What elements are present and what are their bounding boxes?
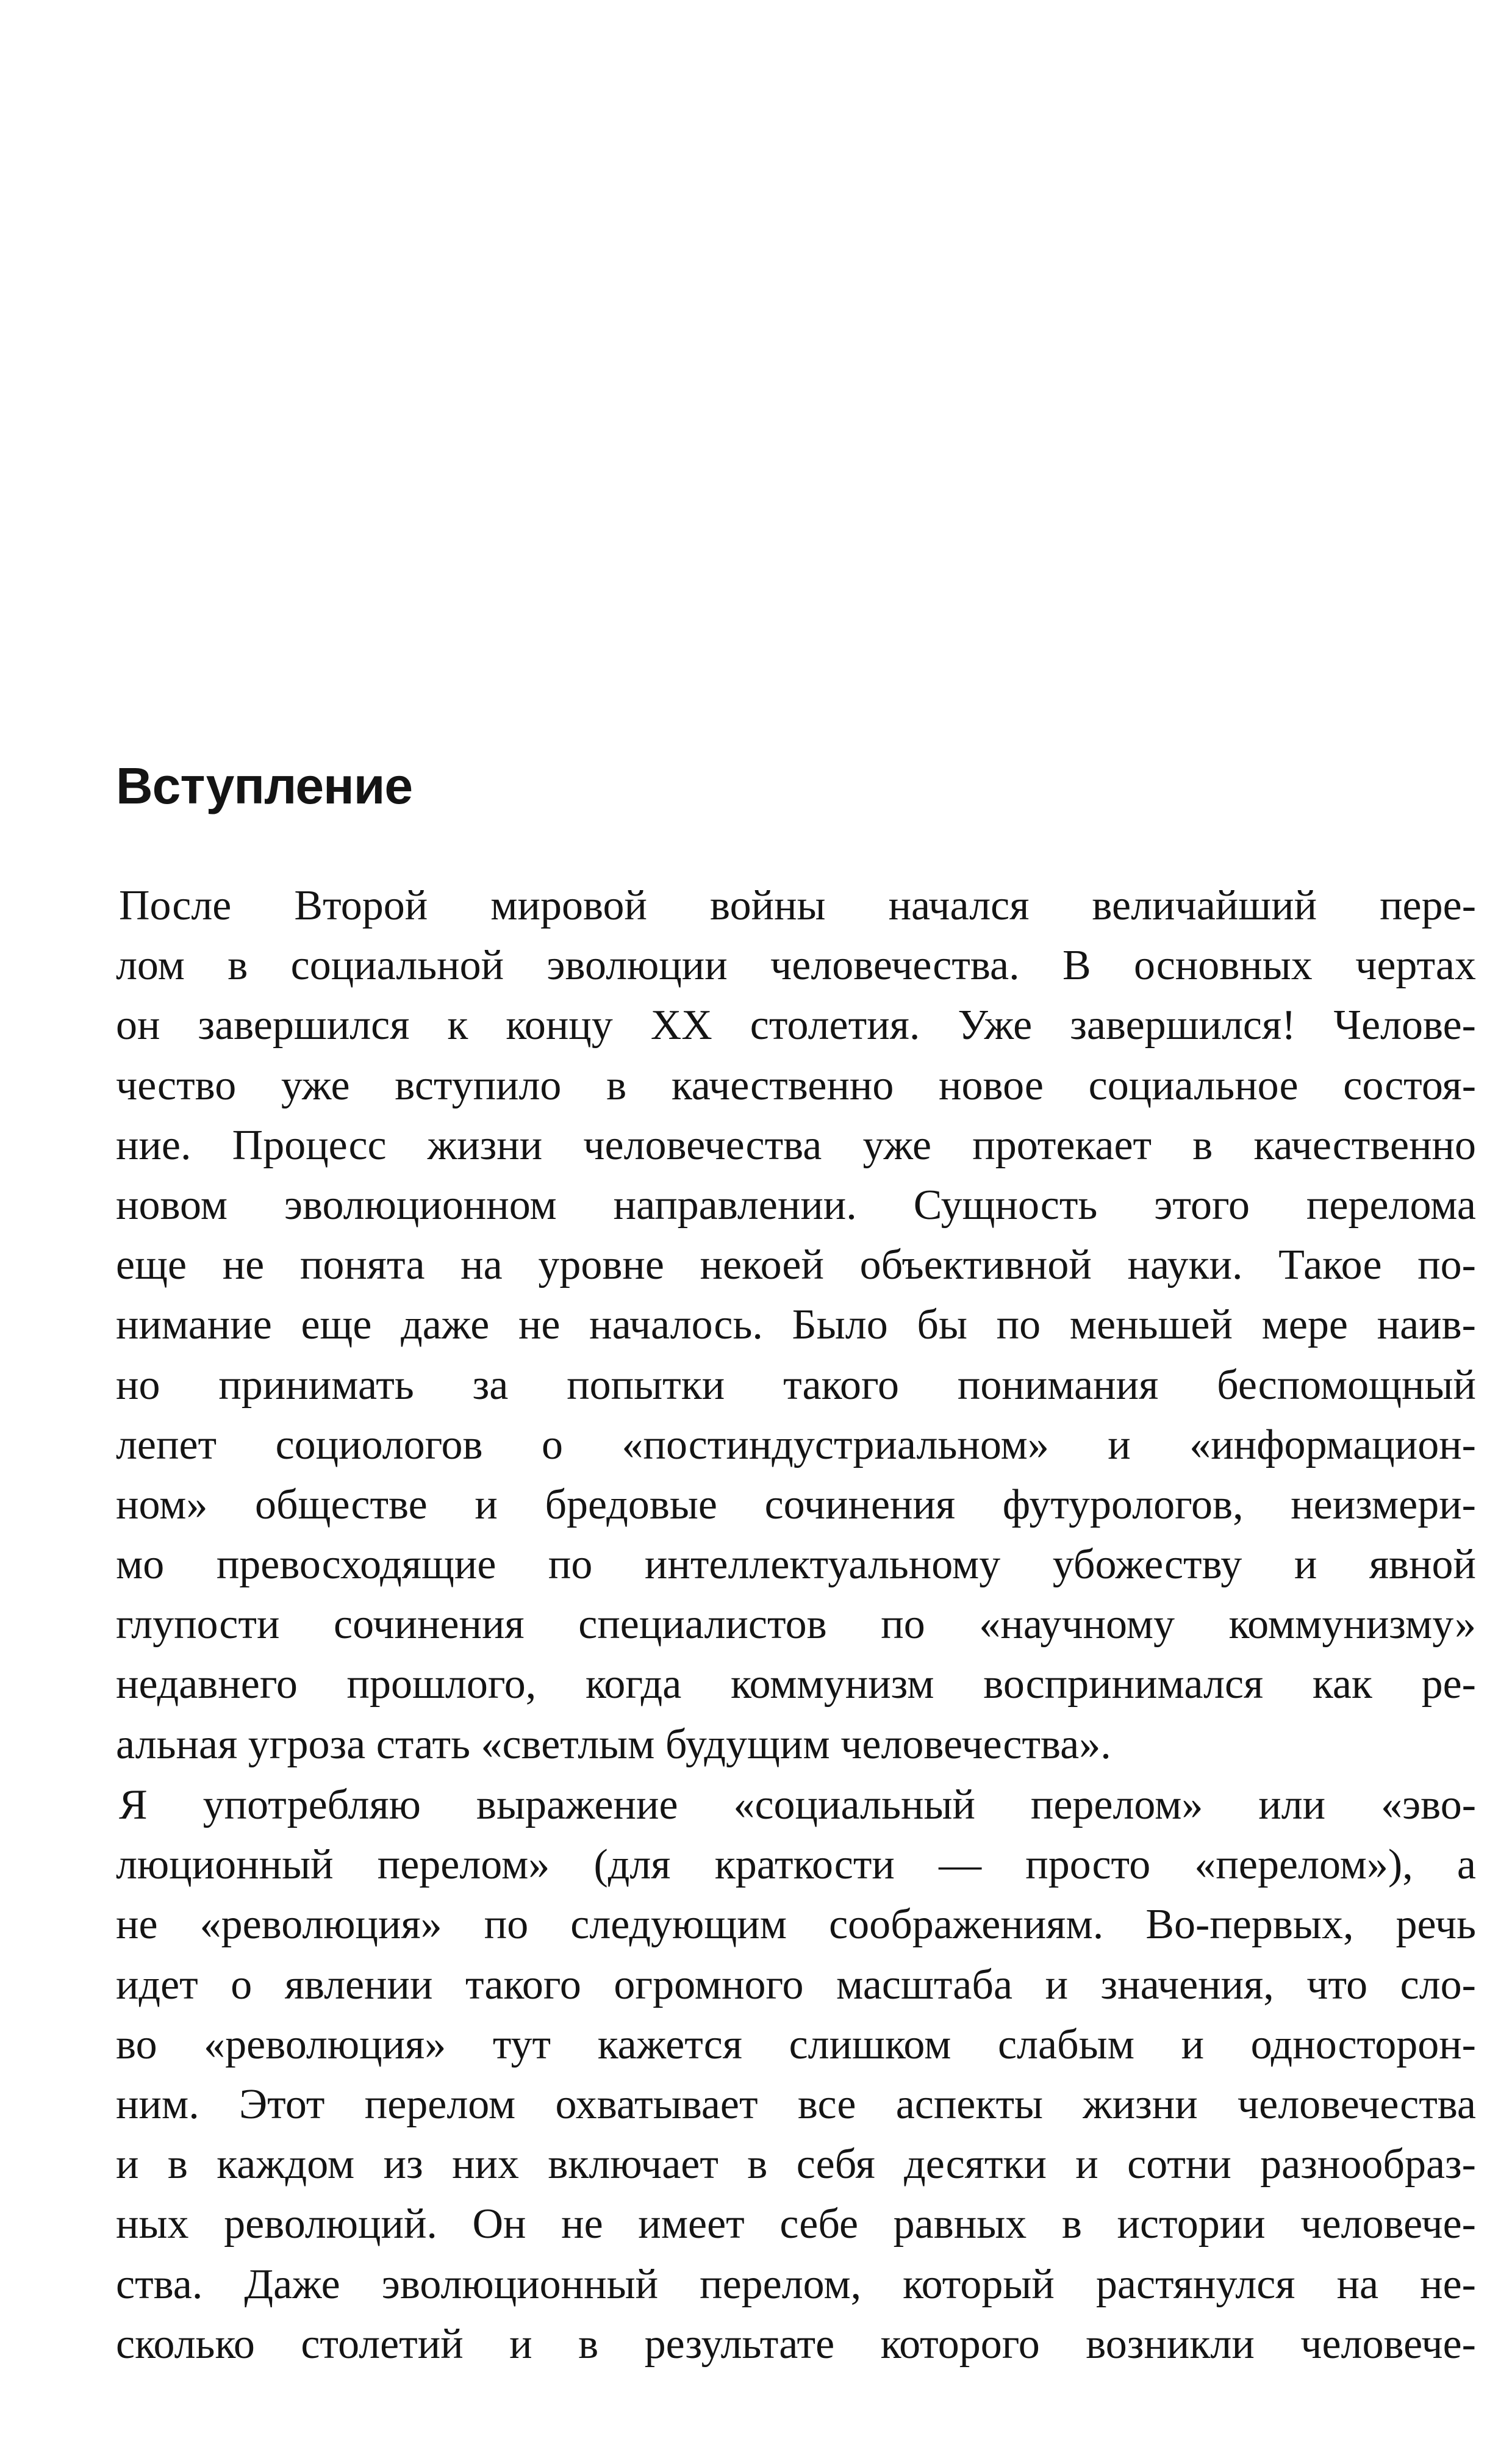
text-line: мо превосходящие по интеллектуальному убожеству и явной [116, 1541, 1476, 1589]
text-line: лепет социологов о «постиндустриальном» и «информацион- [116, 1421, 1476, 1468]
text-line: альная угроза стать «светлым будущим человечества». [116, 1720, 1111, 1768]
text-line: он завершился к концу XX столетия. Уже завершился! Челове- [116, 1002, 1476, 1049]
text-line: и в каждом из них включает в себя десятки и сотни разнообраз- [116, 2141, 1476, 2188]
text-line: глупости сочинения специалистов по «научному коммунизму» [116, 1601, 1476, 1648]
text-line: люционный перелом» (для краткости — просто «перелом»), а [116, 1841, 1476, 1889]
text-line: еще не понята на уровне некоей объективной науки. Такое по- [116, 1242, 1476, 1289]
paragraph-2 [116, 1775, 1476, 2374]
text-line: ных революций. Он не имеет себе равных в истории человече- [116, 2201, 1476, 2248]
text-line: лом в социальной эволюции человечества. В основных чертах [116, 942, 1476, 990]
text-line: ние. Процесс жизни человечества уже протекает в качественно [116, 1121, 1476, 1169]
text-line: не «революция» по следующим соображениям. Во-первых, речь [116, 1901, 1476, 1949]
text-line: Я употребляю выражение «социальный перелом» или «эво- [119, 1781, 1476, 1828]
text-line: чество уже вступило в качественно новое социальное состоя- [116, 1062, 1476, 1109]
chapter-heading: Вступление [116, 757, 413, 814]
text-line: но принимать за попытки такого понимания беспомощный [116, 1361, 1476, 1409]
text-line: новом эволюционном направлении. Сущность этого перелома [116, 1181, 1476, 1229]
text-line: ном» обществе и бредовые сочинения футурологов, неизмери- [116, 1481, 1476, 1528]
text-line: во «революция» тут кажется слишком слабым и односторон- [116, 2021, 1476, 2068]
text-line: недавнего прошлого, когда коммунизм воспринимался как ре- [116, 1661, 1476, 1708]
paragraph-1 [116, 876, 1476, 1775]
text-line: ним. Этот перелом охватывает все аспекты жизни человечества [116, 2080, 1476, 2128]
text-line: ства. Даже эволюционный перелом, который растянулся на не- [116, 2260, 1476, 2308]
text-line: нимание еще даже не началось. Было бы по меньшей мере наив- [116, 1301, 1476, 1349]
text-line: сколько столетий и в результате которого возникли человече- [116, 2320, 1476, 2368]
text-line: После Второй мировой войны начался величайший пере- [119, 882, 1476, 929]
text-line: идет о явлении такого огромного масштаба и значения, что сло- [116, 1961, 1476, 2008]
